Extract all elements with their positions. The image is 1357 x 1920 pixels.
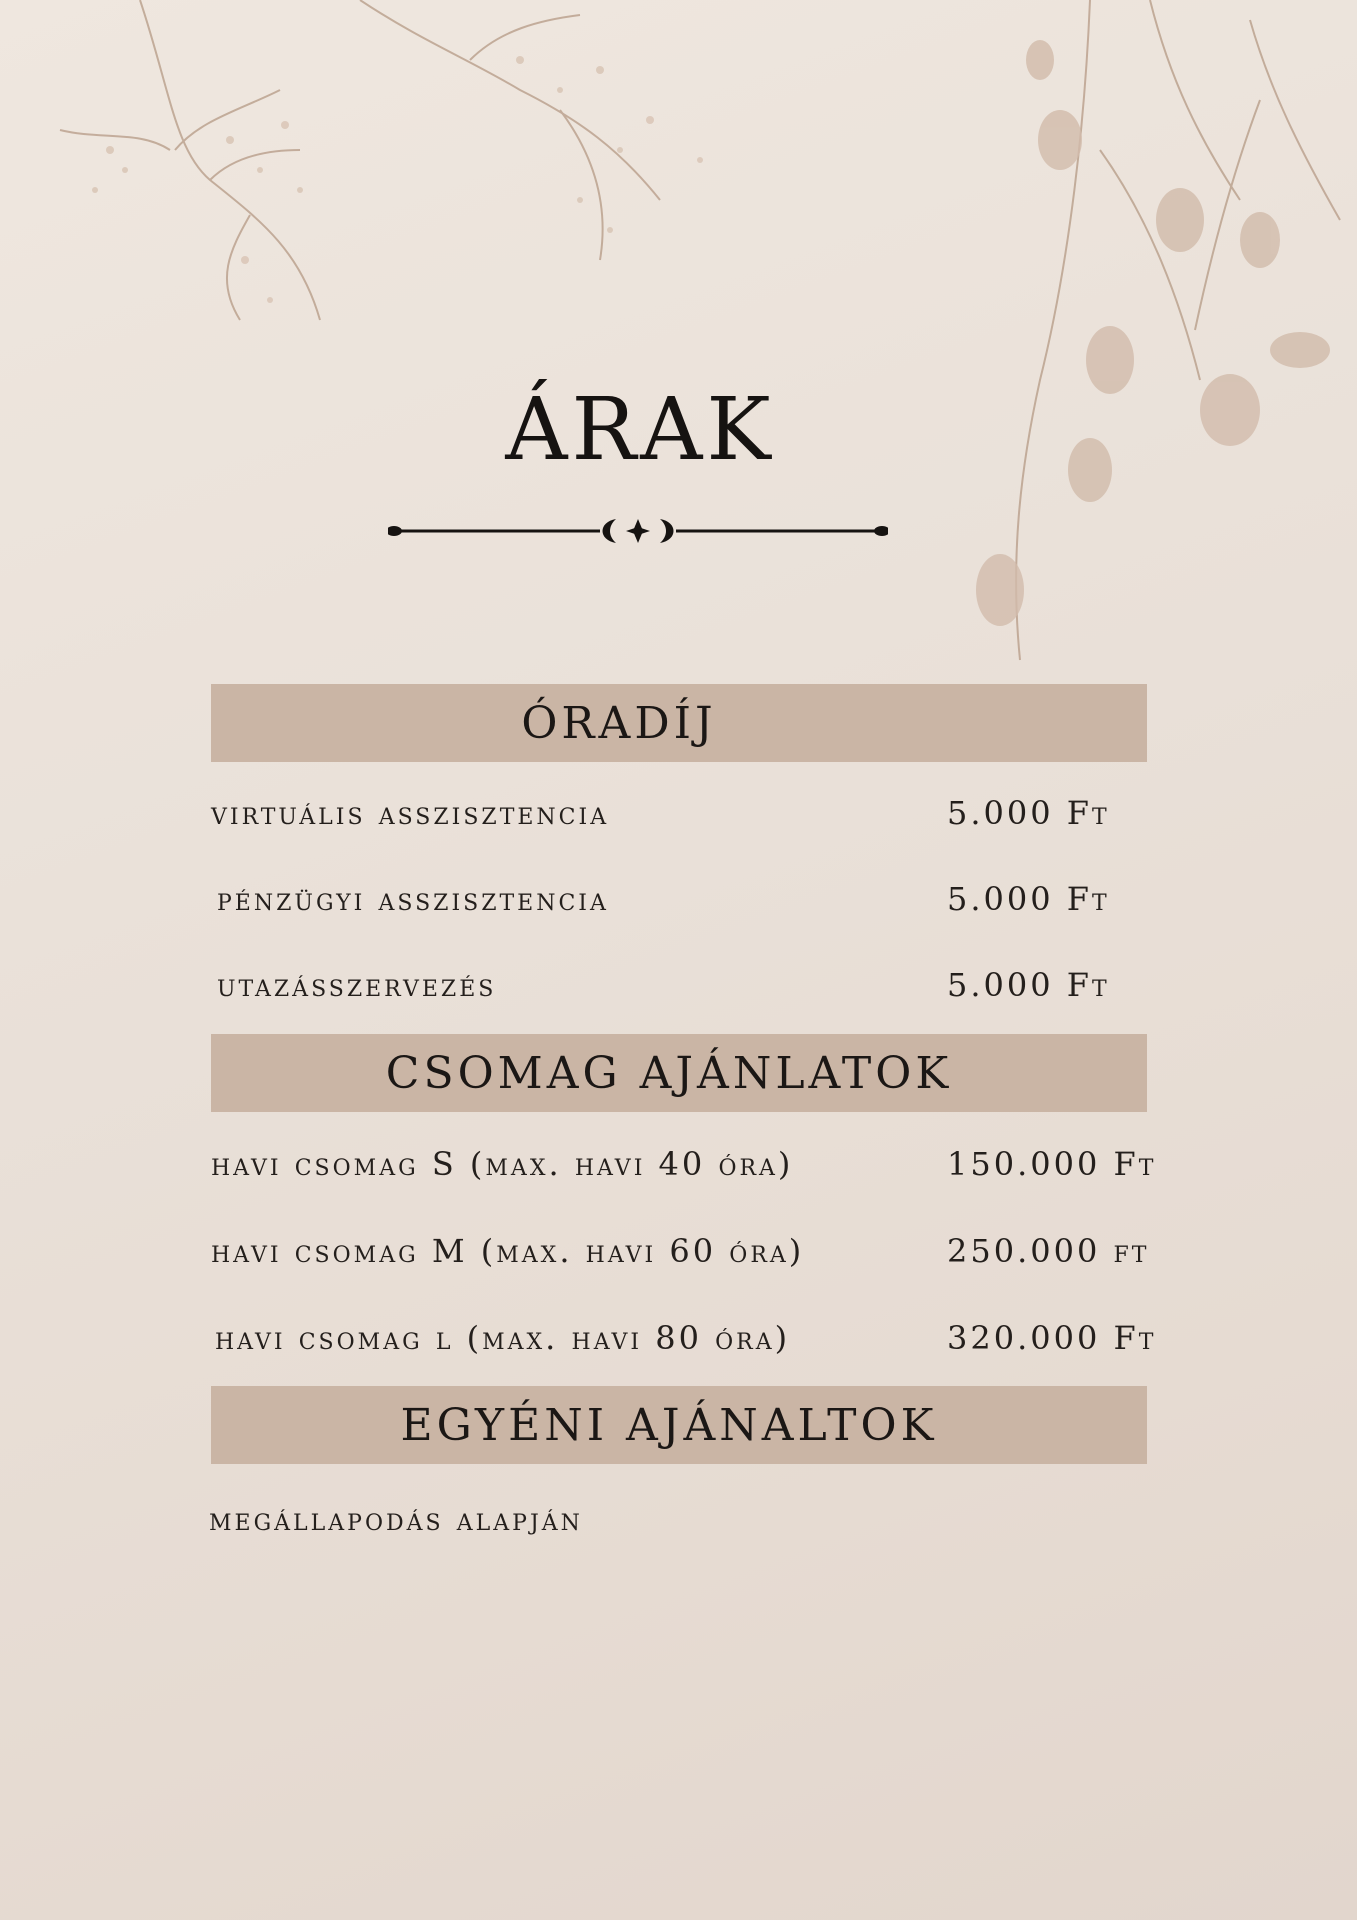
package-name: havi csomag l (max. havi 80 óra) (215, 1319, 791, 1357)
dried-flowers-decoration (0, 0, 1357, 700)
package-price: 250.000 ft (947, 1232, 1150, 1270)
service-price: 5.000 Ft (947, 794, 1110, 832)
section-heading-oradij (211, 684, 1147, 762)
service-name: virtuális asszisztencia (211, 794, 610, 832)
price-row (211, 1232, 1161, 1288)
package-price: 150.000 Ft (947, 1145, 1157, 1183)
ornamental-divider-icon (388, 514, 888, 548)
section-heading-csomag (211, 1034, 1147, 1112)
price-row (211, 966, 1161, 1022)
page-title: ÁRAK (505, 380, 775, 480)
price-row (211, 1319, 1161, 1375)
section-heading-text: EGYÉNI AJÁNALTOK (400, 1399, 938, 1451)
service-price: 5.000 Ft (947, 966, 1110, 1004)
price-row (211, 880, 1161, 936)
section-heading-egyeni (211, 1386, 1147, 1464)
service-price: 5.000 Ft (947, 880, 1110, 918)
custom-offer-text: megállapodás alapján (209, 1500, 583, 1538)
section-heading-text: CSOMAG AJÁNLATOK (385, 1047, 953, 1099)
package-price: 320.000 Ft (947, 1319, 1157, 1357)
price-row (211, 1145, 1161, 1201)
service-name: pénzügyi asszisztencia (217, 880, 609, 918)
price-row (211, 1500, 1161, 1556)
package-name: havi csomag S (max. havi 40 óra) (211, 1145, 794, 1183)
price-row (211, 794, 1161, 850)
service-name: utazásszervezés (217, 966, 497, 1004)
package-name: havi csomag M (max. havi 60 óra) (211, 1232, 805, 1270)
section-heading-text: ÓRADÍJ (521, 697, 717, 749)
